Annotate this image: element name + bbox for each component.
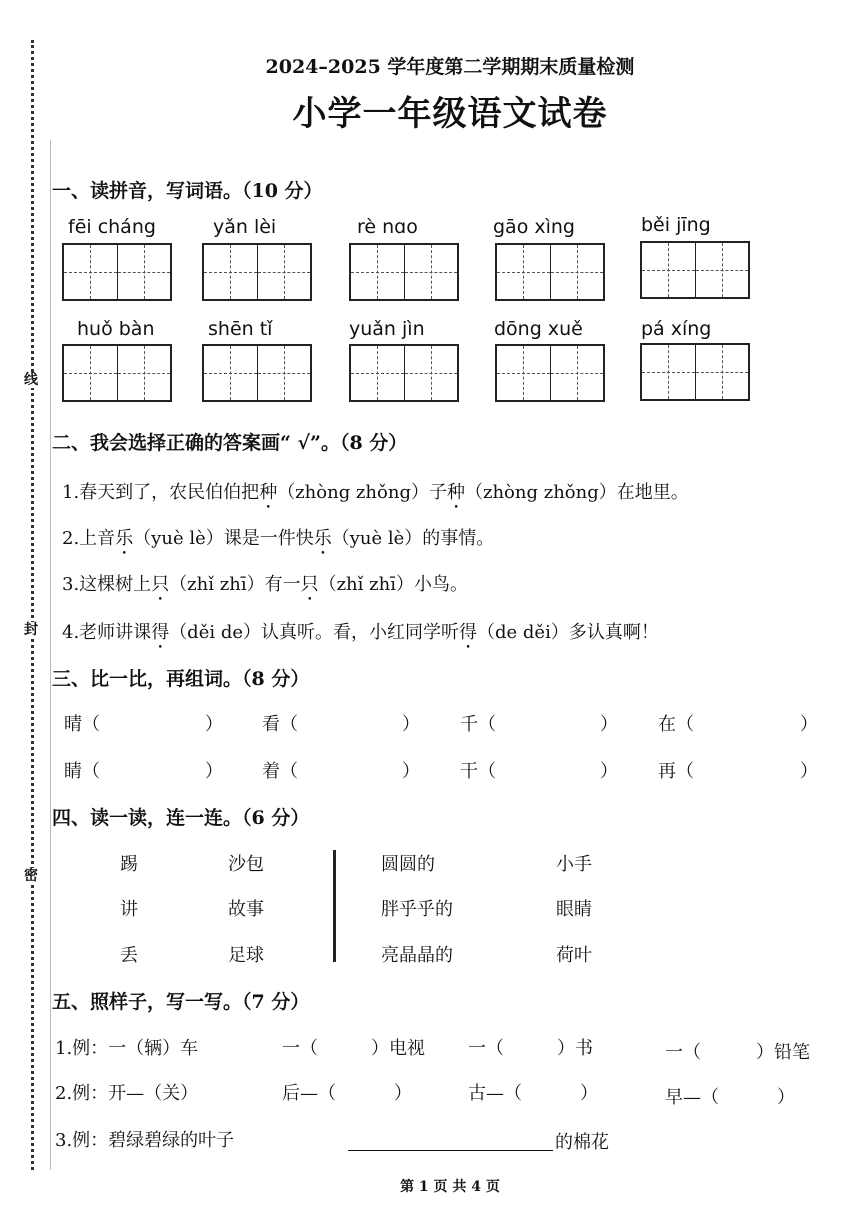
match-verb[interactable]: 踢 [120, 854, 138, 875]
blank-start[interactable]: 古—（ [468, 1083, 522, 1104]
blank-start[interactable]: 一（ [282, 1038, 318, 1059]
binding-label-secret: 密 [24, 868, 38, 884]
writing-grid[interactable] [349, 344, 459, 402]
compare-item: 再（ [658, 761, 694, 782]
blank-end: ）电视 [371, 1038, 425, 1059]
writing-grid[interactable] [495, 344, 605, 402]
section3-heading: 三、比一比，再组词。（8 分） [52, 668, 310, 690]
compare-item: 晴（ [64, 714, 100, 735]
blank-end: ） [777, 1087, 795, 1108]
pinyin-label: dōng xuě [494, 318, 583, 340]
blank-end: ）书 [557, 1038, 593, 1059]
section1-heading: 一、读拼音，写词语。（10 分） [52, 180, 323, 202]
section5-heading: 五、照样子，写一写。（7 分） [52, 991, 310, 1013]
question-2-1: 1.春天到了，农民伯伯把种（zhòng zhǒng）子种（zhòng zhǒng）在地里。 [62, 482, 689, 503]
section4-heading: 四、读一读，连一连。（6 分） [52, 807, 310, 829]
compare-item: 在（ [658, 714, 694, 735]
blank-start[interactable]: 一（ [468, 1038, 504, 1059]
compare-blank-end[interactable]: ） [205, 714, 223, 735]
blank-start[interactable]: 早—（ [665, 1087, 719, 1108]
answer-underline[interactable] [348, 1150, 553, 1151]
blank-end: ） [394, 1083, 412, 1104]
writing-grid[interactable] [202, 243, 312, 301]
example-3-tail: 的棉花 [555, 1132, 609, 1153]
pinyin-label: shēn tǐ [208, 318, 273, 340]
example-1: 1.例：一（辆）车 [55, 1038, 199, 1059]
page-title: 小学一年级语文试卷 [292, 94, 608, 134]
question-2-2: 2.上音乐（yuè lè）课是一件快乐（yuè lè）的事情。 [62, 528, 495, 549]
example-2: 2.例：开—（关） [55, 1083, 199, 1104]
writing-grid[interactable] [62, 344, 172, 402]
match-noun[interactable]: 足球 [228, 945, 264, 966]
blank-end: ） [580, 1083, 598, 1104]
writing-grid[interactable] [62, 243, 172, 301]
compare-blank-end[interactable]: ） [800, 761, 818, 782]
margin-rule [50, 140, 51, 1170]
page-number: 第 1 页 共 4 页 [400, 1179, 500, 1195]
pinyin-label: běi jīng [641, 214, 711, 236]
compare-item: 干（ [460, 761, 496, 782]
compare-blank-end[interactable]: ） [402, 761, 420, 782]
binding-label-line: 线 [24, 372, 38, 388]
pinyin-label: yuǎn jìn [349, 318, 425, 340]
match-verb[interactable]: 丢 [120, 945, 138, 966]
example-3: 3.例：碧绿碧绿的叶子 [55, 1130, 235, 1151]
blank-start[interactable]: 后—（ [282, 1083, 336, 1104]
question-2-4: 4.老师讲课得（děi de）认真听。看，小红同学听得（de děi）多认真啊！ [62, 622, 659, 643]
section2-heading: 二、我会选择正确的答案画“ √”。（8 分） [52, 432, 408, 454]
pinyin-label: huǒ bàn [77, 318, 155, 340]
match-verb[interactable]: 讲 [120, 899, 138, 920]
pinyin-label: gāo xìng [493, 216, 575, 238]
question-2-3: 3.这棵树上只（zhǐ zhī）有一只（zhǐ zhī）小鸟。 [62, 574, 468, 595]
column-divider [333, 850, 336, 962]
compare-item: 千（ [460, 714, 496, 735]
blank-end: ）铅笔 [756, 1042, 810, 1063]
match-object[interactable]: 眼睛 [556, 899, 592, 920]
pinyin-label: pá xíng [641, 318, 712, 340]
compare-item: 着（ [262, 761, 298, 782]
blank-start[interactable]: 一（ [665, 1042, 701, 1063]
writing-grid[interactable] [640, 241, 750, 299]
compare-blank-end[interactable]: ） [600, 761, 618, 782]
match-noun[interactable]: 沙包 [228, 854, 264, 875]
match-object[interactable]: 小手 [556, 854, 592, 875]
writing-grid[interactable] [349, 243, 459, 301]
exam-subtitle: 2024–2025 学年度第二学期期末质量检测 [265, 56, 635, 78]
pinyin-label: yǎn lèi [213, 216, 277, 238]
writing-grid[interactable] [202, 344, 312, 402]
compare-item: 看（ [262, 714, 298, 735]
writing-grid[interactable] [495, 243, 605, 301]
match-object[interactable]: 荷叶 [556, 945, 592, 966]
binding-dotted-line [31, 40, 34, 1170]
writing-grid[interactable] [640, 343, 750, 401]
match-adjective[interactable]: 胖乎乎的 [381, 899, 453, 920]
compare-blank-end[interactable]: ） [600, 714, 618, 735]
compare-blank-end[interactable]: ） [205, 761, 223, 782]
compare-blank-end[interactable]: ） [800, 714, 818, 735]
match-noun[interactable]: 故事 [228, 899, 264, 920]
match-adjective[interactable]: 圆圆的 [381, 854, 435, 875]
pinyin-label: fēi cháng [68, 216, 156, 238]
pinyin-label: rè nɑo [357, 216, 418, 238]
compare-item: 睛（ [64, 761, 100, 782]
match-adjective[interactable]: 亮晶晶的 [381, 945, 453, 966]
compare-blank-end[interactable]: ） [402, 714, 420, 735]
binding-label-seal: 封 [24, 622, 38, 638]
